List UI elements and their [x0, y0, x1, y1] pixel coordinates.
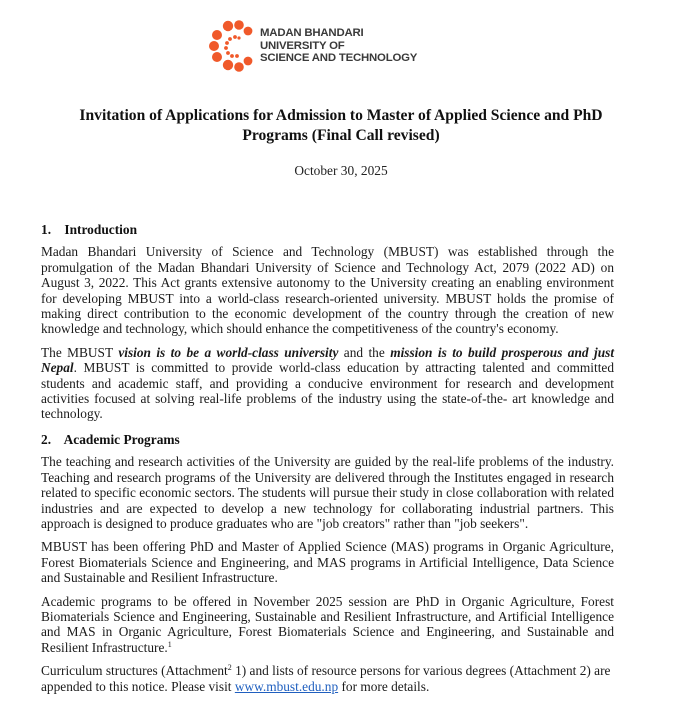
section-title: Introduction — [64, 222, 138, 237]
mbust-logo-icon — [208, 20, 254, 72]
text-run: Academic programs to be offered in November 2025 session are PhD in Organic Agriculture, Forest Biomaterials Science and Engineering, Sustainable and Resilient Infrastructure, and Artificial Intelligence and MAS in Organic Agriculture, Forest Biomaterials Science and Engineering, and Sustainable and Resilient Infrastructure. — [41, 593, 614, 655]
text-run: for more details. — [338, 678, 430, 694]
title-line-2: Programs (Final Call revised) — [242, 127, 440, 144]
section-number: 2. — [41, 431, 52, 447]
logo-line-1: MADAN BHANDARI — [260, 27, 364, 40]
section-heading-academic-programs — [41, 432, 614, 447]
logo-line-2: UNIVERSITY OF — [260, 39, 345, 52]
document-date: October 30, 2025 — [294, 163, 388, 178]
section-title: Academic Programs — [63, 431, 180, 447]
logo-line-3: SCIENCE AND TECHNOLOGY — [260, 52, 418, 65]
section-number: 1. — [41, 222, 52, 237]
programs-paragraph-2: MBUST has been offering PhD and Master of Applied Science (MAS) programs in Organic Agriculture, Forest Biomaterials Science and Engineering, and MAS programs in Artificial Intelligence, Data Science and Sustainable and Resilient Infrastructure. — [41, 539, 614, 586]
vision-statement: vision is to be a world-class university — [118, 344, 339, 360]
title-line-1: Invitation of Applications for Admission to Master of Applied Science and PhD — [79, 107, 603, 124]
programs-paragraph-3 — [41, 594, 614, 656]
intro-paragraph-2 — [41, 345, 614, 422]
text-run: Curriculum structures (Attachment — [41, 663, 228, 679]
section-heading-introduction — [41, 222, 614, 237]
university-header — [208, 20, 417, 72]
footnote-marker[interactable]: 1 — [167, 639, 172, 649]
footnote-marker[interactable]: 2 — [227, 663, 232, 673]
text-run: and the — [338, 344, 391, 360]
text-run: . MBUST is committed to provide world-class education by attracting talented and committed students and academic staff, and providing a conducive environment for research and development activities focused at solving real-life problems of the industry using the state-of-the- art knowledge and technology. — [41, 360, 614, 422]
university-name — [260, 27, 417, 65]
document-title — [30, 106, 652, 146]
text-run: The MBUST — [41, 344, 119, 360]
text-run: 1) and lists of resource persons for various degrees (Attachment 2) are appended to this notice. Please visit — [41, 663, 611, 694]
website-link[interactable]: www.mbust.edu.np — [234, 678, 339, 694]
intro-paragraph-1: Madan Bhandari University of Science and Technology (MBUST) was established through the promulgation of the Madan Bhandari University of Science and Technology Act, 2079 (2022 AD) on August 3, 2022. This Act grants extensive autonomy to the University creating an enabling environment for developing MBUST into a world-class research-oriented university. MBUST holds the promise of making direct contribution to the economic development of the country through the creation of new knowledge and technology, which should enhance the competitiveness of the country's economy. — [41, 244, 614, 337]
mission-statement: mission is to build prosperous and just Nepal — [41, 344, 615, 376]
programs-paragraph-1: The teaching and research activities of the University are guided by the real-life problems of the industry. Teaching and research programs of the University are delivered through the Institutes engaged in research related to specific economic sectors. The students will pursue their study in close collaboration with related industries and are expected to develop a new technology for collaborating industrial partners. This approach is designed to produce graduates who are "job creators" rather than "job seekers". — [41, 454, 614, 531]
programs-paragraph-4 — [41, 663, 614, 694]
document-body — [41, 222, 614, 702]
